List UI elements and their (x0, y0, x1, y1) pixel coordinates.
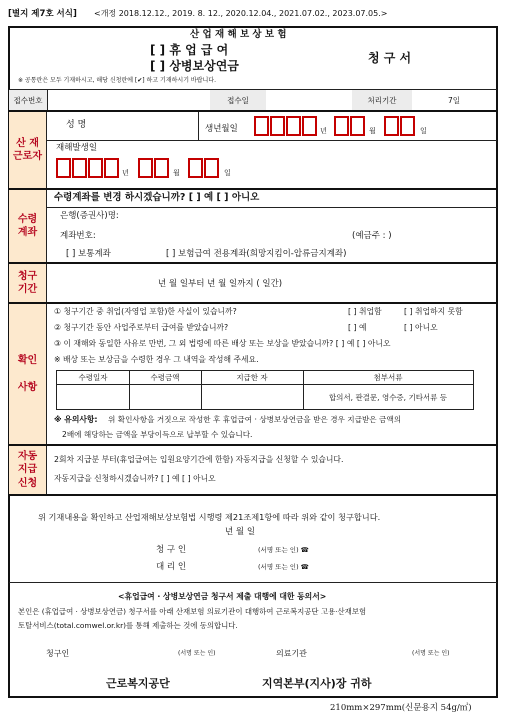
attachment-types: 합의서, 판결문, 영수증, 기타서류 등 (328, 392, 448, 402)
table-header-date: 수령일자 (78, 373, 108, 382)
claimant-label: 청 구 인 (156, 545, 187, 555)
accident-date-label: 재해발생일 (56, 143, 98, 153)
revision-history: <개정 2018.12.12., 2019. 8. 12., 2020.12.04., 2021.07.02., 2023.07.05.> (94, 9, 388, 18)
agent-label: 대 리 인 (156, 562, 187, 572)
form-number: [별지 제7호 서식] (8, 9, 77, 19)
auto-payment-info: 2회차 지급분 부터(휴업급여는 입원요양기간에 한함) 자동지급을 신청할 수 있습니다. (54, 455, 344, 464)
question-1: ① 청구기간 중 취업(자영업 포함)한 사실이 있습니까? (54, 307, 237, 316)
institution-signature[interactable]: (서명 또는 인) (412, 650, 450, 657)
account-holder-label: (예금주 : ) (352, 231, 392, 241)
processing-period-value: 7일 (447, 95, 461, 105)
processing-period-label: 처리기간 (352, 90, 412, 110)
auto-payment-question[interactable]: 자동지급을 신청하시겠습니까? [ ] 예 [ ] 아니오 (54, 474, 216, 483)
consent-body-1: 본인은 (휴업급여 · 상병보상연금) 청구서를 아래 산재보험 의료기관이 대행하여 근로복지공단 고용·산재보험 (18, 607, 367, 616)
birth-label: 생년월일 (205, 124, 238, 134)
declaration-text: 위 기재내용을 확인하고 산업재해보상보험법 시행령 제21조제1항에 따라 위와 같이 청구합니다. (38, 512, 381, 522)
bank-name-label: 은행(증권사)명: (60, 211, 119, 221)
branch-addressee: 지역본부(지사)장 귀하 (262, 677, 372, 690)
auto-payment-section-label: 자동 지급 신청 (9, 446, 47, 494)
normal-account-checkbox[interactable]: [ ] 보통계좌 (66, 249, 111, 259)
period-section-label: 청구 기간 (9, 264, 47, 302)
exclusive-account-checkbox[interactable]: [ ] 보험급여 전용계좌(희망지킴이-압류금지계좌) (166, 249, 347, 259)
account-number-label: 계좌번호: (60, 231, 96, 241)
confirm-section-label: 확인 사항 (9, 304, 47, 444)
account-section-label: 수령 계좌 (9, 190, 47, 262)
q2-yes-checkbox[interactable]: [ ] 예 (348, 323, 367, 332)
worker-section-label: 산 재 근로자 (9, 112, 47, 188)
medical-institution-label: 의료기관 (276, 649, 307, 658)
question-3[interactable]: ③ 이 재해와 동일한 사유로 만번, 그 외 법령에 따른 배상 또는 보상을 받았습니까? [ ] 예 [ ] 아니오 (54, 339, 391, 348)
consent-claimant-signature[interactable]: (서명 또는 인) (178, 650, 216, 657)
birth-day-unit: 일 (420, 127, 427, 135)
account-change-question[interactable]: 수령계좌를 변경 하시겠습니까? [ ] 예 [ ] 아니오 (54, 192, 260, 203)
compensation-note: ※ 배상 또는 보상금을 수령한 경우 그 내역을 작성해 주세요. (54, 355, 259, 364)
insurance-title: 산 업 재 해 보 상 보 험 (190, 29, 287, 40)
agent-signature[interactable]: (서명 또는 인) ☎ (258, 563, 309, 571)
table-header-payer: 지급한 자 (236, 373, 268, 382)
paper-spec: 210mm×297mm(신문용지 54g/㎡) (330, 703, 472, 713)
compensation-table (56, 370, 474, 410)
table-header-amount: 수령금액 (150, 373, 180, 382)
instruction-note: ※ 공통란은 모두 기재하시고, 해당 신청란에 [✔] 하고 기재하시기 바랍니다. (18, 77, 217, 84)
table-header-attachments: 첨부서류 (373, 373, 403, 382)
claim-period-text[interactable]: 년 월 일부터 년 월 일까지 ( 일간) (158, 279, 283, 289)
receipt-number-label: 접수번호 (9, 90, 47, 110)
declaration-date[interactable]: 년 월 일 (225, 527, 256, 537)
q1-not-employed-checkbox[interactable]: [ ] 취업하지 못함 (404, 307, 463, 316)
q1-employed-checkbox[interactable]: [ ] 취업함 (348, 307, 382, 316)
claimant-signature[interactable]: (서명 또는 인) ☎ (258, 546, 309, 554)
consent-title: <휴업급여 · 상병보상연금 청구서 제출 대행에 대한 동의서> (118, 592, 327, 601)
agency-name: 근로복지공단 (106, 677, 170, 690)
name-label: 성 명 (66, 120, 87, 130)
accident-day-unit: 일 (224, 169, 231, 177)
birth-month-unit: 월 (369, 127, 376, 135)
warning-title: ※ 유의사항: (54, 415, 98, 424)
q2-no-checkbox[interactable]: [ ] 아니오 (404, 323, 438, 332)
question-2: ② 청구기간 동안 사업주로부터 급여를 받았습니까? (54, 323, 229, 332)
option-injury-pension[interactable]: [ ] 상병보상연금 (150, 59, 239, 73)
warning-body-1: 위 확인사항을 거짓으로 작성한 후 휴업급여 · 상병보상연금을 받은 경우 지급받은 금액의 (108, 415, 402, 424)
accident-year-unit: 년 (122, 169, 129, 177)
consent-claimant-label: 청구인 (46, 649, 70, 658)
receipt-date-label: 접수일 (210, 90, 266, 110)
option-sick-leave[interactable]: [ ] 휴 업 급 여 (150, 43, 229, 57)
birth-year-unit: 년 (320, 127, 327, 135)
consent-body-2: 토탈서비스(total.comwel.or.kr)를 통해 제출하는 것에 동의합니다. (18, 621, 238, 630)
accident-month-unit: 월 (173, 169, 180, 177)
warning-body-2: 2배에 해당하는 금액을 부당이득으로 납부할 수 있습니다. (62, 430, 253, 439)
claim-title: 청 구 서 (368, 51, 412, 65)
